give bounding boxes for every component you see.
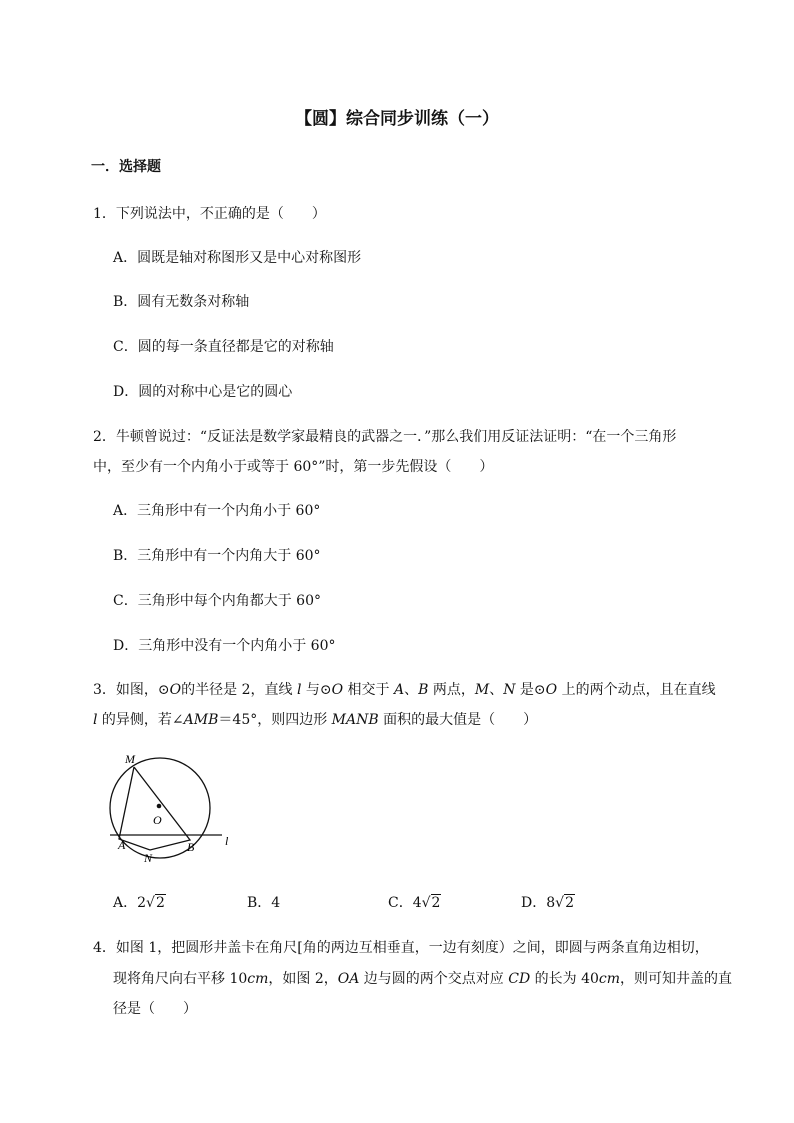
q1-option-c: C．圆的每一条直径都是它的对称轴: [113, 339, 334, 355]
q3-choice-a: A．2√2: [113, 895, 165, 911]
q1-option-a: A．圆既是轴对称图形又是中心对称图形: [113, 250, 362, 266]
q4-stem-line1: 4．如图 1，把圆形井盖卡在角尺[角的两边互相垂直，一边有刻度）之间，即圆与两条直角边相切，: [93, 940, 709, 956]
page-title: 【圆】综合同步训练（一）: [295, 109, 499, 129]
circle-figure: [104, 748, 244, 868]
q2-stem-line1: 2．牛顿曾说过：“反证法是数学家最精良的武器之一．”那么我们用反证法证明：“在一个三角形: [93, 429, 677, 445]
q3-choice-b: B．4: [247, 895, 281, 911]
q2-stem-line2: 中，至少有一个内角小于或等于 60°”时，第一步先假设（ ）: [93, 459, 494, 475]
quadrilateral-manb: [119, 767, 190, 850]
q2-option-c: C．三角形中每个内角都大于 60°: [113, 593, 321, 609]
q2-option-a: A．三角形中有一个内角小于 60°: [113, 503, 321, 519]
q2-option-d: D．三角形中没有一个内角小于 60°: [113, 638, 336, 654]
q4-stem-line3: 径是（ ）: [113, 1001, 197, 1017]
label-o: O: [153, 813, 162, 827]
q4-stem-line2: 现将角尺向右平移 10cm，如图 2，OA 边与圆的两个交点对应 CD 的长为 40cm，则可知井盖的直: [113, 971, 733, 987]
q1-option-d: D．圆的对称中心是它的圆心: [113, 384, 293, 400]
q1-stem: 1．下列说法中，不正确的是（ ）: [93, 206, 326, 222]
q3-stem-line1: 3．如图，⊙O的半径是 2，直线 l 与⊙O 相交于 A、B 两点，M、N 是⊙O 上的两个动点，且在直线: [93, 682, 716, 698]
label-n: N: [144, 851, 153, 865]
section-heading: 一．选择题: [91, 159, 161, 175]
label-m: M: [125, 752, 135, 766]
q1-option-b: B．圆有无数条对称轴: [113, 294, 250, 310]
q3-choice-c: C．4√2: [388, 895, 441, 911]
label-b: B: [187, 840, 195, 854]
q3-stem-line2: l 的异侧，若∠AMB＝45°，则四边形 MANB 面积的最大值是（ ）: [93, 712, 538, 728]
q3-choice-d: D．8√2: [521, 895, 574, 911]
q2-option-b: B．三角形中有一个内角大于 60°: [113, 548, 321, 564]
label-l: l: [225, 834, 229, 848]
label-a: A: [118, 838, 126, 852]
center-dot: [157, 804, 162, 809]
